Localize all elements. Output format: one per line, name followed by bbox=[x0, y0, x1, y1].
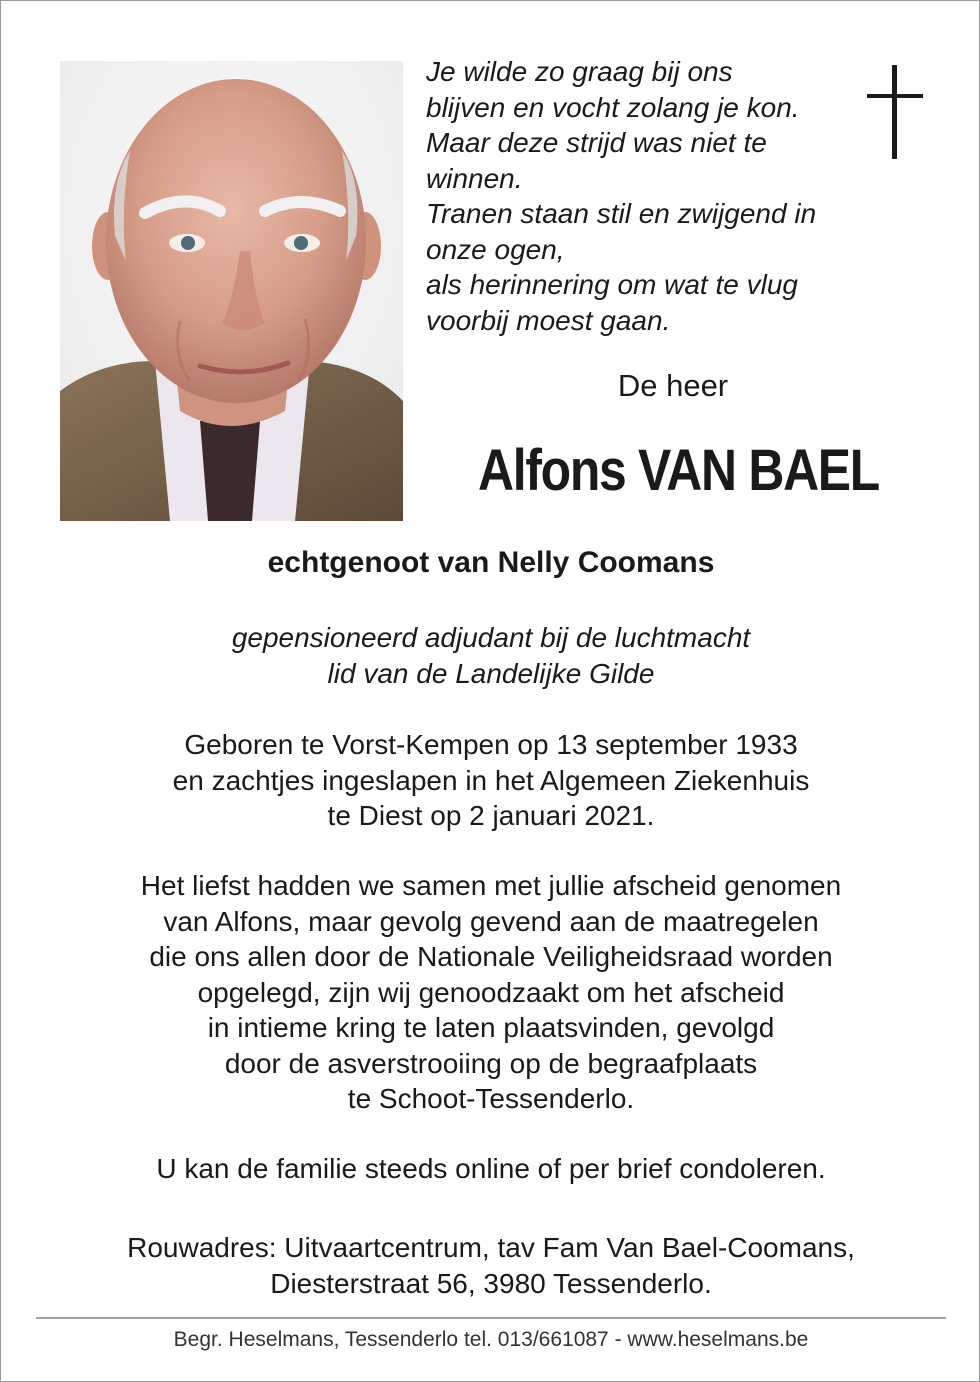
poem-line: voorbij moest gaan. bbox=[426, 304, 671, 336]
portrait-photo bbox=[60, 61, 403, 521]
honorific: De heer bbox=[617, 368, 729, 403]
condolence-text bbox=[1, 1151, 980, 1187]
address-line: Rouwadres: Uitvaartcentrum, tav Fam Van Bael-Coomans, bbox=[127, 1232, 855, 1263]
mourning-address bbox=[1, 1230, 980, 1301]
poem-line: Tranen staan stil en zwijgend in bbox=[426, 198, 817, 229]
birth-line: te Diest op 2 januari 2021. bbox=[327, 800, 655, 831]
farewell-line: Het liefst hadden we samen met jullie afscheid genomen bbox=[140, 870, 842, 901]
poem-line: Je wilde zo graag bij ons bbox=[426, 56, 733, 87]
poem bbox=[426, 54, 866, 338]
portrait-illustration bbox=[60, 61, 403, 521]
farewell-line: die ons allen door de Nationale Veiligheidsraad worden bbox=[149, 941, 833, 972]
address-line: Diesterstraat 56, 3980 Tessenderlo. bbox=[270, 1267, 712, 1299]
farewell-line: van Alfons, maar gevolg gevend aan de maatregelen bbox=[163, 905, 819, 937]
farewell-text bbox=[1, 868, 980, 1117]
spouse-line: echtgenoot van Nelly Coomans bbox=[267, 546, 715, 579]
poem-line: onze ogen, bbox=[426, 233, 565, 265]
birth-line: Geboren te Vorst-Kempen op 13 september 1933 bbox=[184, 729, 798, 760]
poem-line: winnen. bbox=[426, 162, 523, 194]
cross-icon bbox=[867, 65, 923, 159]
poem-line: Maar deze strijd was niet te bbox=[426, 127, 767, 158]
farewell-line: in intieme kring te laten plaatsvinden, gevolgd bbox=[207, 1012, 775, 1043]
footer-divider bbox=[36, 1317, 946, 1319]
poem-line: blijven en vocht zolang je kon. bbox=[426, 91, 800, 123]
deceased-name: Alfons VAN BAEL bbox=[478, 438, 879, 503]
poem-line: als herinnering om wat te vlug bbox=[426, 269, 798, 300]
farewell-line: door de asverstrooiing op de begraafplaats bbox=[224, 1047, 758, 1079]
roles bbox=[1, 620, 980, 691]
role-line: gepensioneerd adjudant bij de luchtmacht bbox=[231, 622, 751, 653]
birth-line: en zachtjes ingeslapen in het Algemeen Ziekenhuis bbox=[172, 764, 810, 796]
birth-death-info bbox=[1, 727, 980, 834]
farewell-line: opgelegd, zijn wij genoodzaakt om het afscheid bbox=[197, 976, 785, 1008]
role-line: lid van de Landelijke Gilde bbox=[327, 657, 655, 689]
condolence-line: U kan de familie steeds online of per brief condoleren. bbox=[156, 1153, 826, 1184]
funeral-home-footer: Begr. Heselmans, Tessenderlo tel. 013/661087 - www.heselmans.be bbox=[173, 1328, 809, 1351]
farewell-line: te Schoot-Tessenderlo. bbox=[347, 1083, 635, 1114]
